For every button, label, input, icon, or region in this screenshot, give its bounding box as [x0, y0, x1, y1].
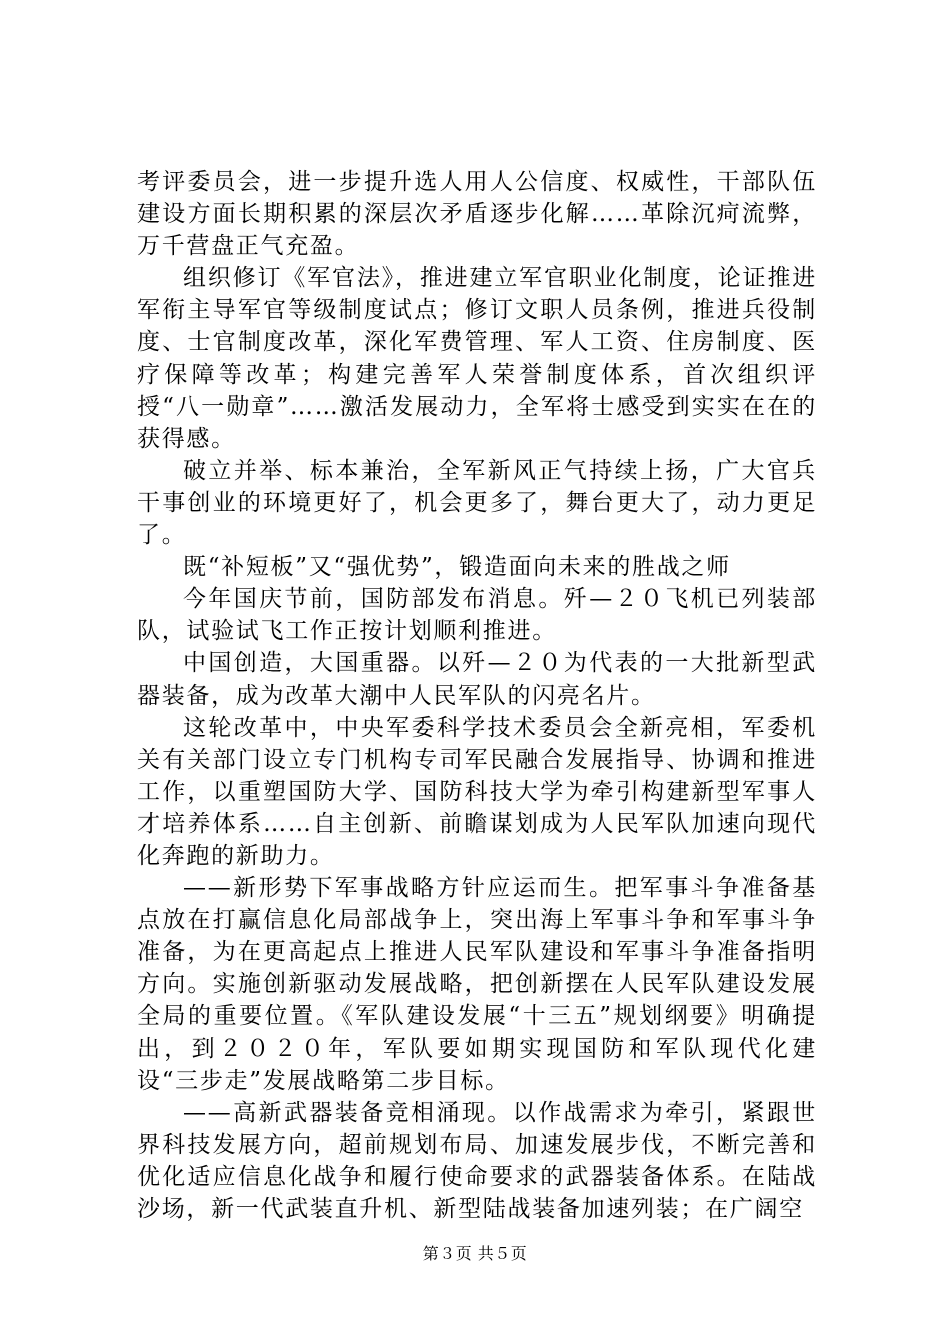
paragraph: 中国创造，大国重器。以歼—２０为代表的一大批新型武器装备，成为改革大潮中人民军队的闪亮名片。	[137, 650, 817, 709]
paragraph: 组织修订《军官法》，推进建立军官职业化制度，论证推进军衔主导军官等级制度试点；修订文职人员条例，推进兵役制度、士官制度改革，深化军费管理、军人工资、住房制度、医疗保障等改革；构建完善军人荣誉制度体系，首次组织评授“八一勋章”……激活发展动力，全军将士感受到实实在在的获得感。	[137, 265, 817, 452]
paragraph-continued: 考评委员会，进一步提升选人用人公信度、权威性，干部队伍建设方面长期积累的深层次矛盾逐步化解……革除沉疴流弊，万千营盘正气充盈。	[137, 169, 817, 260]
paragraph: 这轮改革中，中央军委科学技术委员会全新亮相，军委机关有关部门设立专门机构专司军民融合发展指导、协调和推进工作，以重塑国防大学、国防科技大学为牵引构建新型军事人才培养体系……自主创新、前瞻谋划成为人民军队加速向现代化奔跑的新助力。	[137, 714, 817, 869]
paragraph: ——高新武器装备竞相涌现。以作战需求为牵引，紧跟世界科技发展方向，超前规划布局、加速发展步伐，不断完善和优化适应信息化战争和履行使命要求的武器装备体系。在陆战沙场，新一代武装直升机、新型陆战装备加速列装；在广阔空	[137, 1099, 817, 1222]
page-footer: 第３页 共５页	[422, 1244, 528, 1263]
section-heading: 既“补短板”又“强优势”，锻造面向未来的胜战之师	[183, 554, 731, 581]
paragraph: ——新形势下军事战略方针应运而生。把军事斗争准备基点放在打赢信息化局部战争上，突出海上军事斗争和军事斗争准备，为在更高起点上推进人民军队建设和军事斗争准备指明方向。实施创新驱动发展战略，把创新摆在人民军队建设发展全局的重要位置。《军队建设发展“十三五”规划纲要》明确提出，到２０２０年，军队要如期实现国防和军队现代化建设“三步走”发展战略第二步目标。	[137, 875, 817, 1094]
paragraph: 破立并举、标本兼治，全军新风正气持续上扬，广大官兵干事创业的环境更好了，机会更多了，舞台更大了，动力更足了。	[137, 457, 817, 549]
paragraph: 今年国庆节前，国防部发布消息。歼—２０飞机已列装部队，试验试飞工作正按计划顺利推进。	[137, 586, 817, 645]
document-body	[137, 166, 817, 1225]
